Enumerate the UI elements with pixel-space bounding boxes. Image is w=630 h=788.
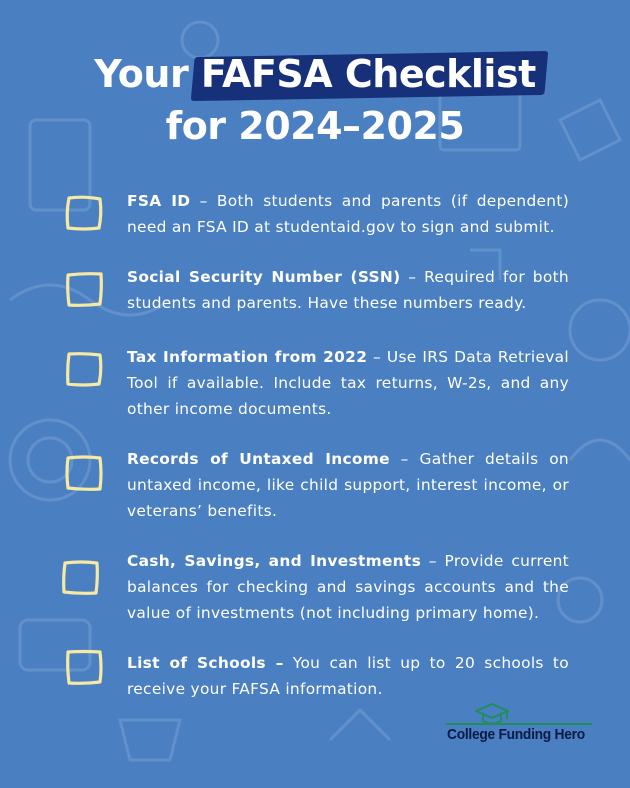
checklist-item-text xyxy=(127,446,569,524)
item-description: – Required for both students and parents. Have these numbers ready. xyxy=(127,268,569,312)
checkbox-icon[interactable] xyxy=(64,454,104,492)
checklist-item-text xyxy=(127,650,569,702)
checkbox-icon[interactable] xyxy=(64,648,104,686)
item-description: – Provide current balances for checking and savings accounts and the value of investments (not including primary home). xyxy=(127,552,569,622)
item-title: List of Schools – xyxy=(127,654,284,672)
item-title: Tax Information from 2022 xyxy=(127,348,368,366)
logo-text: College Funding Hero xyxy=(447,726,585,743)
checkbox-icon[interactable] xyxy=(64,350,104,388)
title-line-1 xyxy=(0,48,630,100)
checklist-item-text xyxy=(127,548,569,626)
title-highlight: FAFSA Checklist xyxy=(201,48,536,100)
item-title: FSA ID xyxy=(127,192,191,210)
item-title: Social Security Number (SSN) xyxy=(127,268,401,286)
page-title xyxy=(0,48,630,152)
item-title: Cash, Savings, and Investments xyxy=(127,552,422,570)
item-description: – Use IRS Data Retrieval Tool if available. Include tax returns, W-2s, and any other income documents. xyxy=(127,348,569,418)
checkbox-icon[interactable] xyxy=(60,558,100,596)
checklist-item-text xyxy=(127,188,569,240)
checklist-item-text xyxy=(127,344,569,422)
item-description: – Gather details on untaxed income, like child support, interest income, or veterans’ benefits. xyxy=(127,450,569,520)
checkbox-icon[interactable] xyxy=(64,270,104,308)
college-funding-hero-logo xyxy=(444,702,594,748)
title-line-2: for 2024–2025 xyxy=(165,104,465,148)
checkbox-icon[interactable] xyxy=(64,194,104,232)
item-description: You can list up to 20 schools to receive your FAFSA information. xyxy=(127,654,569,698)
title-prefix: Your xyxy=(94,52,201,96)
checklist-item-text xyxy=(127,264,569,316)
item-description: – Both students and parents (if dependent) need an FSA ID at studentaid.gov to sign and submit. xyxy=(127,192,569,236)
item-title: Records of Untaxed Income xyxy=(127,450,390,468)
